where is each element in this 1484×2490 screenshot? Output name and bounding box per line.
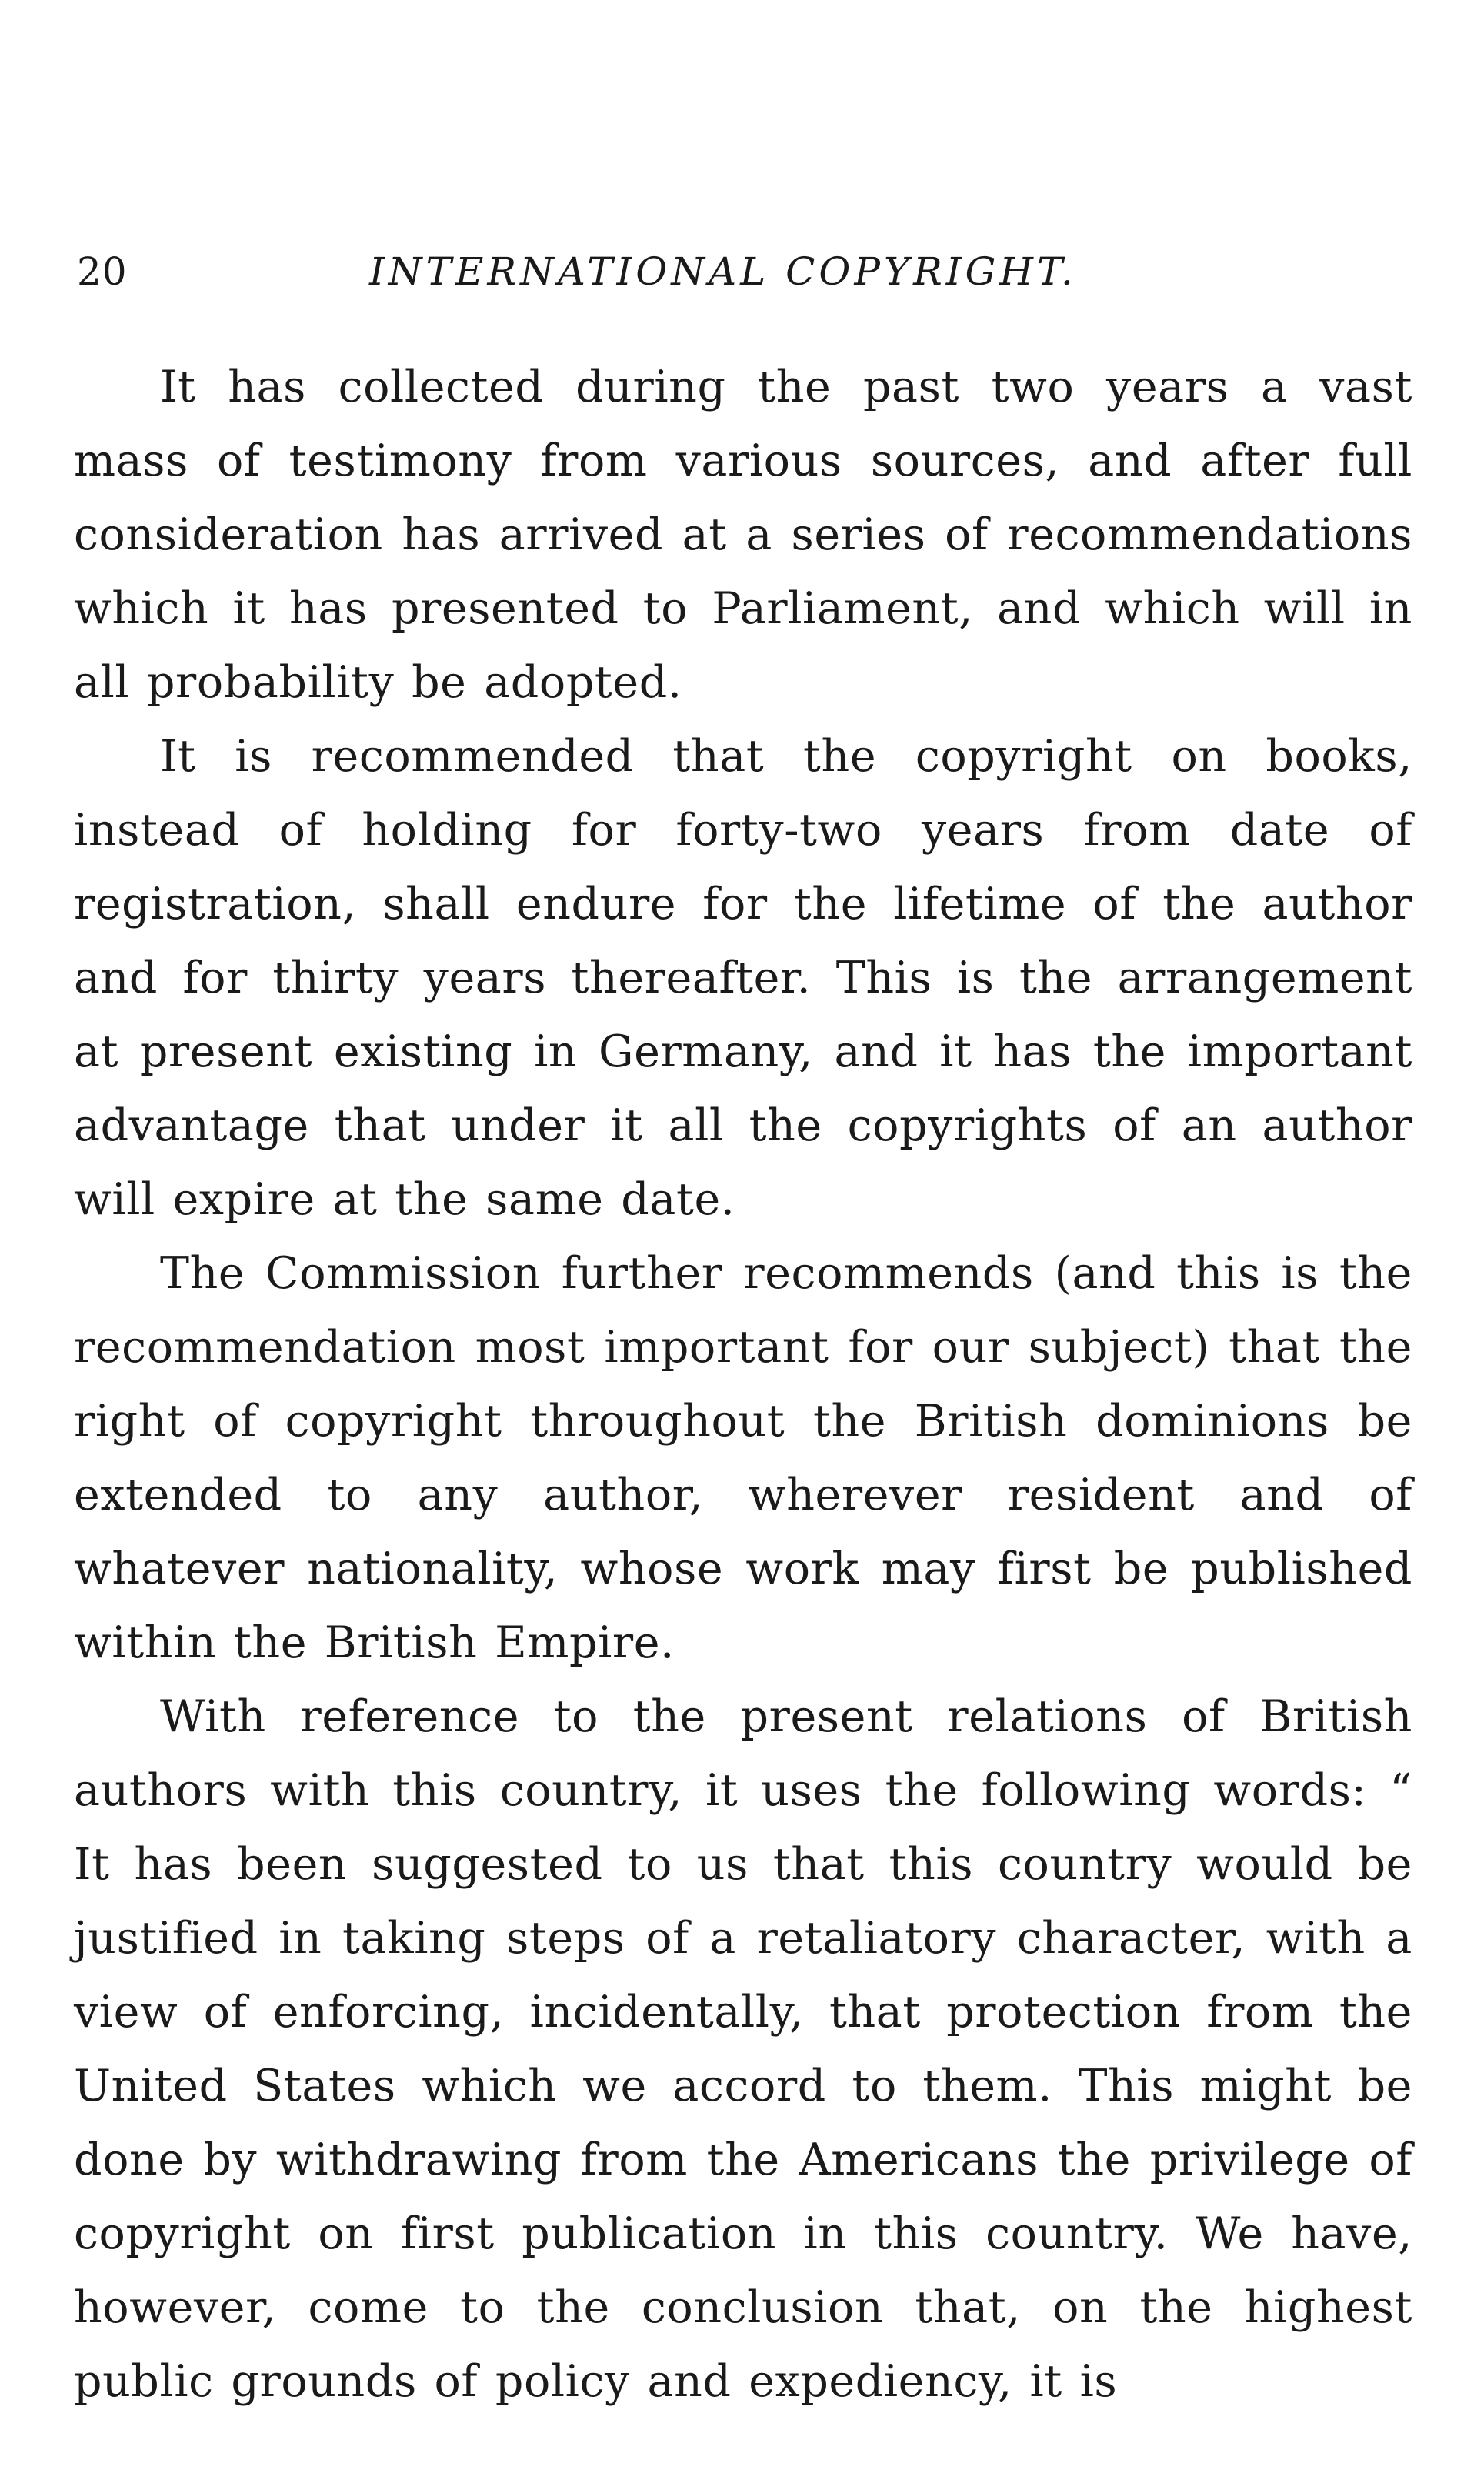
page-header bbox=[77, 245, 1416, 299]
running-title: INTERNATIONAL COPYRIGHT. bbox=[369, 249, 1077, 294]
paragraph-british-authors: With reference to the present relations of British authors with this country, it uses the following words: “ It has been suggested to us that this country would be justified in taking steps of a retaliatory character, with a view of enforcing, incidentally, that protection from the United States which we accord to them. This might be done by withdrawing from the Americans the privilege of copyright on first publication in this country. We have, however, come to the conclusion that, on the highest public grounds of policy and expediency, it is bbox=[74, 1691, 1412, 2407]
paragraph-copyright-term: It is recommended that the copyright on books, instead of holding for forty-two years from date of registration, shall endure for the lifetime of the author and for thirty years thereafter. This is the arrangement at present existing in Germany, and it has the important advantage that under it all the copyrights of an author will expire at the same date. bbox=[74, 731, 1412, 1225]
page-number: 20 bbox=[77, 249, 128, 294]
paragraph-testimony: It has collected during the past two years a vast mass of testimony from various sources, and after full consideration has arrived at a series of recommendations which it has presented to Parliament, and which will in all probability be adopted. bbox=[74, 362, 1412, 708]
paragraph-commission-recommendation: The Commission further recommends (and this is the recommendation most important for our subject) that the right of copyright throughout the British dominions be extended to any author, wherever resident and of whatever nationality, whose work may first be published within the British Empire. bbox=[74, 1248, 1412, 1668]
body-text bbox=[74, 350, 1412, 2418]
